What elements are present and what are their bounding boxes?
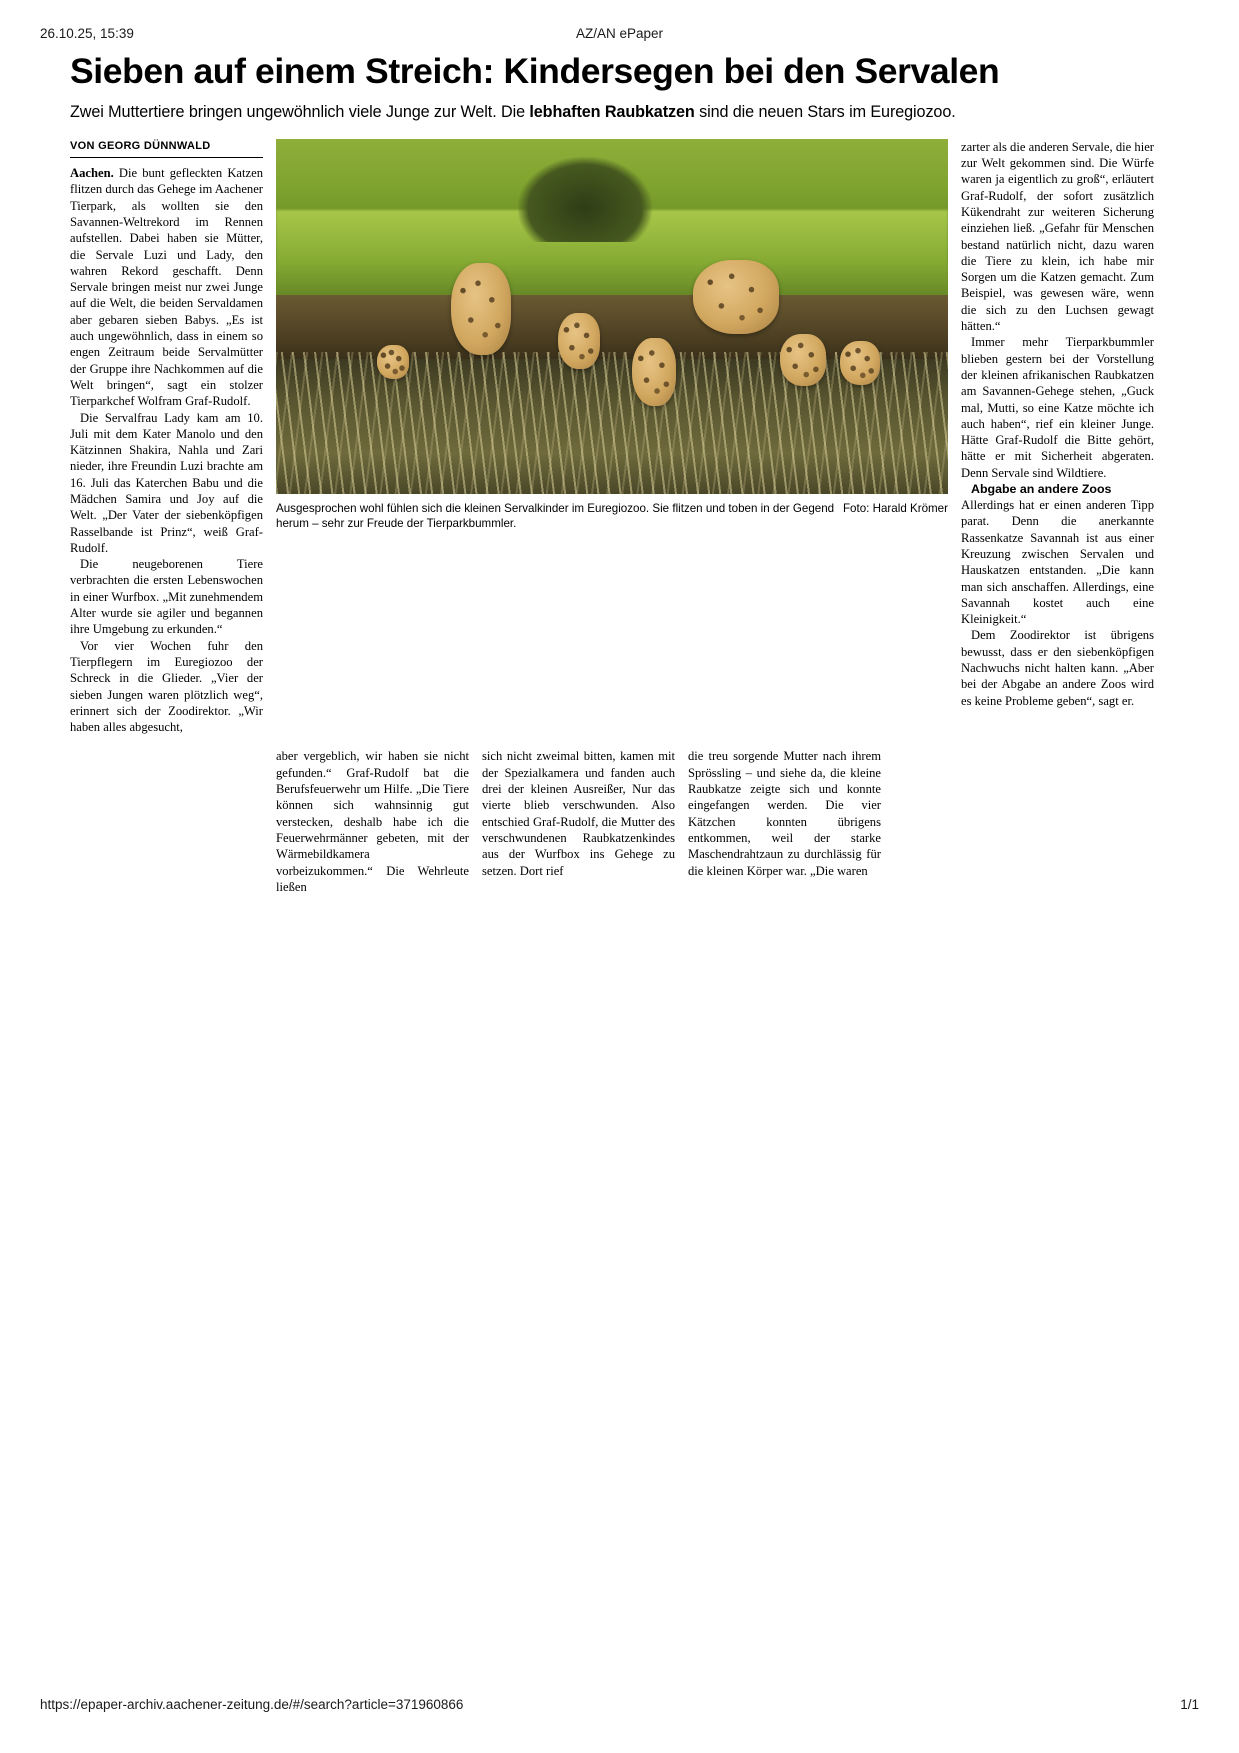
print-footer-page: 1/1 [1180,1697,1199,1712]
article-column-5 [961,139,1154,709]
serval-animal [451,263,511,355]
serval-animal [558,313,600,369]
paragraph: Die neugeborenen Tiere verbrachten die ersten Lebenswochen in einer Wurfbox. „Mit zunehmendem Alter wurde sie agiler und begannen ihre Umgebung zu erkunden.“ [70,557,263,637]
article-photo-block [276,139,948,532]
serval-animal [840,341,880,385]
serval-animal [780,334,826,386]
article-column-2 [276,748,469,895]
serval-animal [632,338,676,406]
byline: VON GEORG DÜNNWALD [70,139,211,152]
subhead-bold: lebhaften Raubkatzen [529,102,695,121]
article-photo [276,139,948,494]
photo-credit: Foto: Harald Krömer [842,501,948,515]
photo-caption-text: Ausgesprochen wohl fühlen sich die kleinen Servalkinder im Euregiozoo. Sie flitzen und toben in der Gegend herum – sehr zur Freude der Tierparkbummler. [276,501,835,531]
paragraph: aber vergeblich, wir haben sie nicht gefunden.“ Graf-Rudolf bat die Berufsfeuerwehr um Hilfe. „Die Tiere können sich wahnsinnig gut verstecken, deshalb habe ich die Feuerwehrmänner gebeten, mit der Wärmebildkamera vorbeizukommen.“ Die Wehrleute ließen [276,749,469,894]
paragraph: Allerdings hat er einen anderen Tipp parat. Denn die anerkannte Rassenkatze Savannah ist aus einer Kreuzung zwischen Servalen und Hauskatzen entstanden. „Die kann man sich anschaffen. Allerdings, eine Savannah kostet auch eine Kleinigkeit.“ [961,498,1154,627]
section-subheading: Abgabe an andere Zoos [971,482,1112,497]
print-header-datetime: 26.10.25, 15:39 [40,26,134,41]
paragraph: Die Servalfrau Lady kam am 10. Juli mit dem Kater Manolo und den Kätzinnen Shakira, Nahla und Zari nieder, ihre Freundin Luzi brachte am 16. Juli das Katerchen Babu und die Mädchen Samira und Joy auf die Welt. „Der Vater der siebenköpfigen Rasselbande ist Prinz“, weiß Graf-Rudolf. [70,410,263,555]
article-subhead [70,102,1170,123]
article-top-block [70,139,1170,736]
article-column-4 [688,748,881,895]
serval-animal [377,345,409,379]
photo-caption [276,501,948,532]
lead-city: Aachen. [70,166,114,181]
print-header [0,26,1239,44]
bottom-spacer-right [894,748,1087,895]
bottom-spacer-left [70,748,263,895]
article-body [70,139,1170,895]
paragraph-text: Die bunt gefleckten Katzen flitzen durch das Gehege im Aachener Tierpark, als wollten sie den Savannen-Weltrekord im Rennen aufstellen. Dabei haben sie Mütter, die Servale Luzi und Lady, den wahren Rekord geschafft. Denn Servale bringen meist nur zwei Junge auf die Welt, die beiden Servaldamen aber gebaren sieben Babys. „Es ist auch ungewöhnlich, dass in einem so engen Zeitraum beide Servalmütter der Gruppe ihre Nachkommen auf die Welt bringen“, sagt ein stolzer Tierparkchef Wolfram Graf-Rudolf. [70,166,263,409]
byline-rule [70,157,263,158]
page-title: Sieben auf einem Streich: Kindersegen bei den Servalen [70,51,1000,91]
paragraph: Dem Zoodirektor ist übrigens bewusst, dass er den siebenköpfigen Nachwuchs nicht halten kann. „Aber bei der Abgabe an andere Zoos wird es keine Probleme geben“, sagt er. [961,628,1154,708]
article-bottom-block [70,748,1170,895]
subhead-part-1: Zwei Muttertiere bringen ungewöhnlich viele Junge zur Welt. Die [70,102,530,121]
serval-animal [693,260,779,334]
article-column-1 [70,139,263,736]
print-footer [0,1697,1239,1715]
subhead-part-2: sind die neuen Stars im Euregiozoo. [694,102,956,121]
paragraph: die treu sorgende Mutter nach ihrem Sprössling – und siehe da, die kleine Raubkatze zeigte sich und konnte eingefangen werden. Die vier Kätzchen konnten übrigens entkommen, weil der starke Maschendrahtzaun zu durchlässig für die kleinen Körper war. „Die waren [688,749,881,878]
photo-shrub [518,157,652,242]
paragraph: Immer mehr Tierparkbummler blieben gestern bei der Vorstellung der kleinen afrikanischen Raubkatzen am Savannen-Gehege stehen, „Guck mal, Mutti, so eine Katze möchte ich auch haben“, rief ein kleiner Junge. Hätte Graf-Rudolf die Bitte gehört, hätte er mit Sicherheit abgeraten. Denn Servale sind Wildtiere. [961,335,1154,480]
paragraph [70,165,263,409]
paragraph: sich nicht zweimal bitten, kamen mit der Spezialkamera und fanden auch drei der kleinen Ausreißer, Nur das vierte blieb verschwunden. Also entschied Graf-Rudolf, die Mutter des verschwundenen Raubkatzenkindes aus der Wurfbox ins Gehege zu setzen. Dort rief [482,749,675,878]
article [70,52,1170,895]
print-header-title: AZ/AN ePaper [575,26,664,41]
article-column-3 [482,748,675,895]
paragraph: Vor vier Wochen fuhr den Tierpflegern im Euregiozoo der Schreck in die Glieder. „Vier der sieben Jungen waren plötzlich weg“, erinnert sich der Zoodirektor. „Wir haben alles abgesucht, [70,638,263,735]
print-footer-url: https://epaper-archiv.aachener-zeitung.de/#/search?article=371960866 [40,1697,464,1712]
paragraph: zarter als die anderen Servale, die hier zur Welt gekommen sind. Die Würfe waren ja eigentlich zu groß“, erläutert Graf-Rudolf, der sofort zusätzlich Kükendraht zur weiteren Sicherung einziehen ließ. „Gefahr für Menschen bestand natürlich nicht, dazu waren die Tiere zu klein, ich habe mir Sorgen um die Katzen gemacht. Zum Beispiel, was gewesen wäre, wenn die sich zu den Luchsen gewagt hätten.“ [961,139,1154,334]
